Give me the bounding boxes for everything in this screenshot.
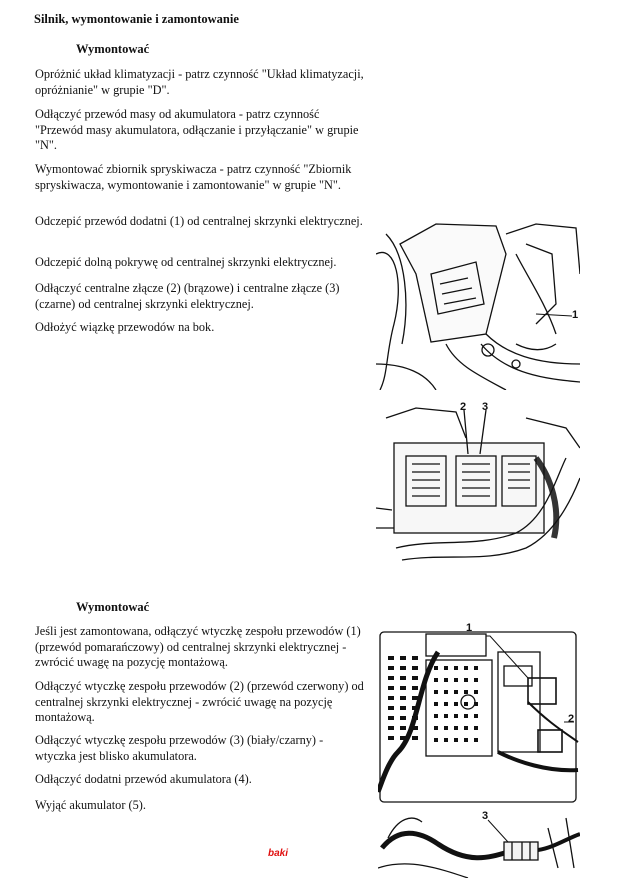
section1-paragraph: Odłączyć przewód masy od akumulatora - patrz czynność "Przewód masy akumulatora, odłączanie i przyłączanie" w grupie "N". [35,107,359,152]
section1-paragraph: Odczepić dolną pokrywę od centralnej skrzynki elektrycznej. [35,255,337,269]
page-title: Silnik, wymontowanie i zamontowanie [34,12,239,26]
section2-heading: Wymontować [76,600,150,614]
section2-paragraph: Odłączyć wtyczkę zespołu przewodów (3) (biały/czarny) - wtyczka jest blisko akumulatora. [35,733,324,763]
section1-heading: Wymontować [76,42,150,56]
section2-paragraph: Odłączyć dodatni przewód akumulatora (4). [35,772,252,786]
footer-signature: baki [268,848,289,859]
figure-fuse-panel-plugs [378,622,580,804]
section1-paragraph: Odłożyć wiązkę przewodów na bok. [35,320,215,334]
figure-central-connectors [376,398,580,574]
callout-label: 3 [482,810,489,822]
section2-paragraph: Jeśli jest zamontowana, odłączyć wtyczkę zespołu przewodów (1) (przewód pomarańczowy) od centralnej skrzynki elektrycznej - zwrócić uwagę na pozycję montażową. [35,624,361,669]
section2-paragraph: Odłączyć wtyczkę zespołu przewodów (2) (przewód czerwony) od centralnej skrzynki elektrycznej - zwrócić uwagę na pozycję montażową. [35,679,364,724]
callout-label: 2 [460,401,467,413]
section2-paragraph: Wyjąć akumulator (5). [35,798,146,812]
figure-electrical-box-positive-lead [376,214,580,390]
section1-paragraph: Wymontować zbiornik spryskiwacza - patrz czynność "Zbiornik spryskiwacza, wymontowanie i zamontowanie" w grupie "N". [35,162,352,192]
section1-paragraph: Odłączyć centralne złącze (2) (brązowe) i centralne złącze (3) (czarne) od centralnej skrzynki elektrycznej. [35,281,340,311]
callout-label: 1 [572,309,579,321]
section1-paragraph: Opróżnić układ klimatyzacji - patrz czynność "Układ klimatyzacji, opróżnianie" w grupie "D". [35,67,364,97]
callout-label: 2 [568,713,575,725]
callout-label: 3 [482,401,489,413]
section1-paragraph: Odczepić przewód dodatni (1) od centralnej skrzynki elektrycznej. [35,214,363,228]
callout-label: 1 [466,622,473,634]
figure-harness-plug-battery [378,808,580,878]
